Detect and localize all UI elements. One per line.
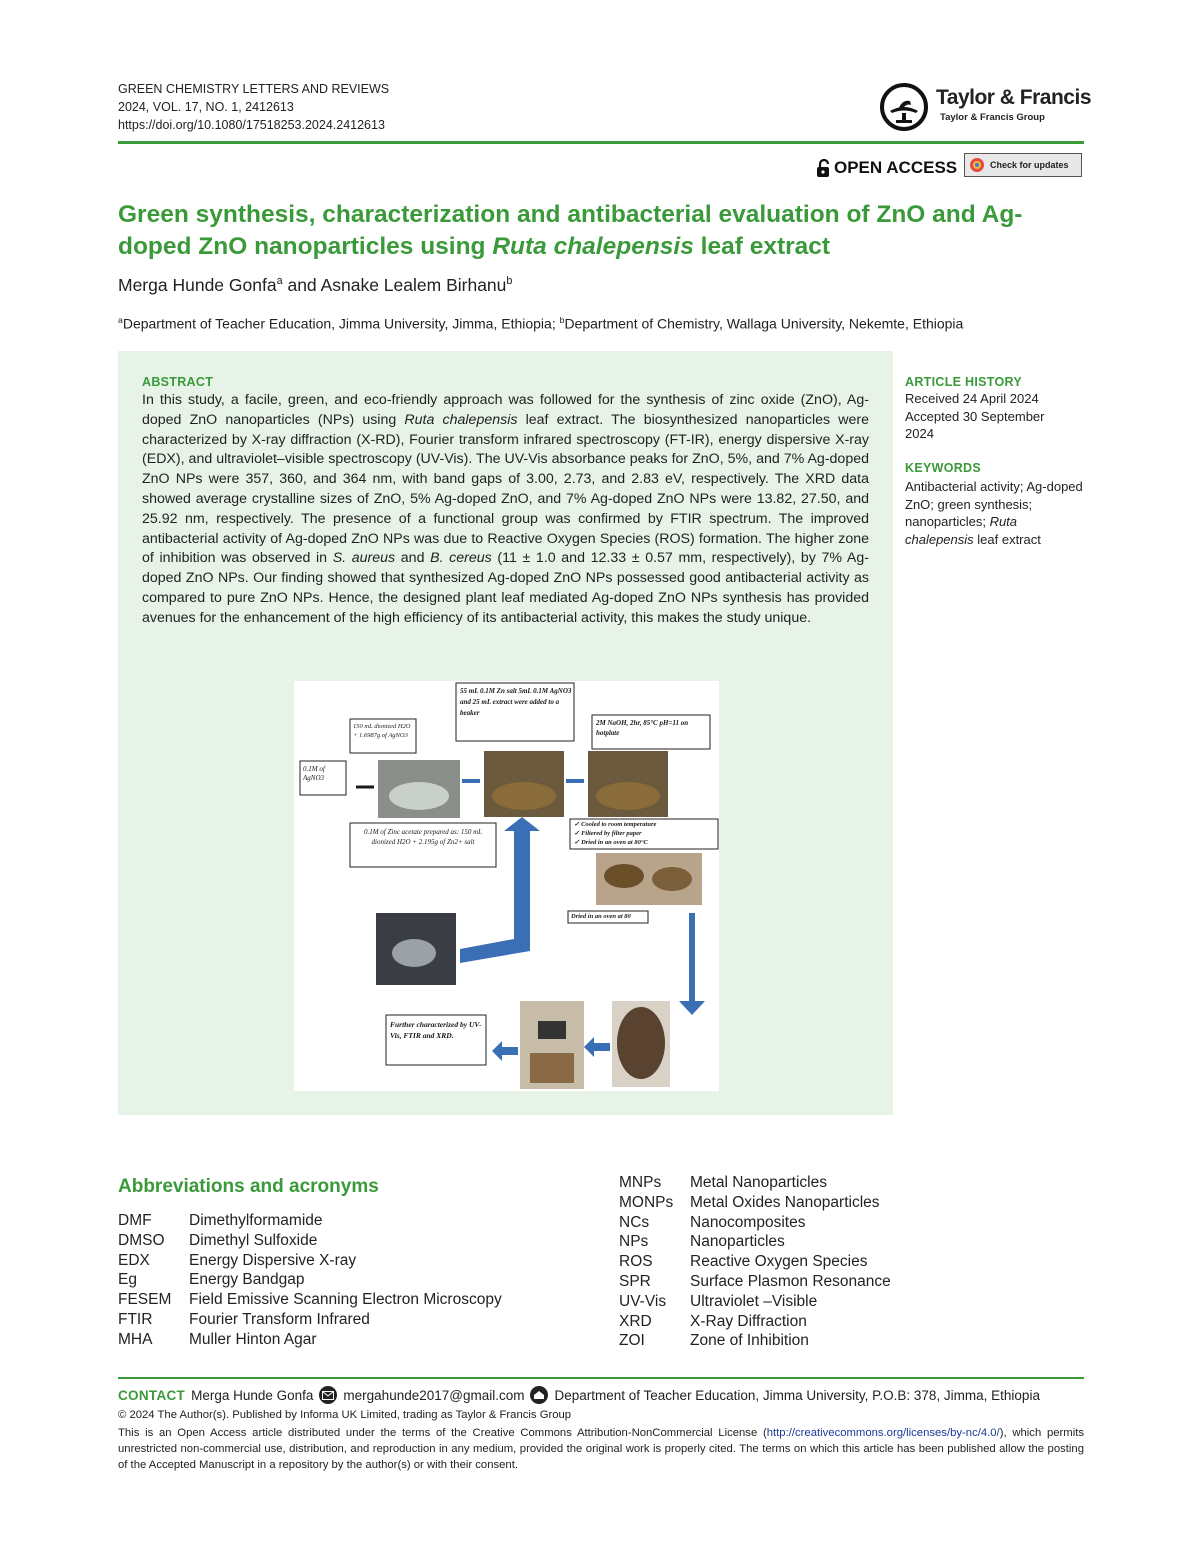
abbreviation-row [619,1173,891,1193]
publisher-group: Taylor & Francis Group [940,112,1045,123]
keywords-species: Ruta chalepensis [905,514,1018,547]
header-rule [118,141,1084,144]
abbreviation-term: MONPs [619,1193,674,1211]
affiliations [118,315,963,332]
abbreviation-term: MHA [118,1330,153,1348]
check-item: Cooled to room temperature [581,821,657,828]
box-dissolve: 150 mL dionized H2O + 1.6987g of AgNO3 [353,723,411,739]
abbreviation-row [118,1330,502,1350]
footer-rule [118,1377,1084,1379]
abbreviation-term: Eg [118,1271,137,1289]
abstract-species: S. aureus [332,550,396,567]
taylor-francis-lamp-logo-icon [880,83,932,131]
abbreviation-definition: Field Emissive Scanning Electron Microscopy [189,1291,502,1309]
title-text: Green synthesis, characterization and antibacterial evaluation of ZnO and Ag-doped ZnO nanoparticles using [118,201,1023,260]
abbreviation-row [118,1251,502,1271]
abstract-part: In this study, a facile, green, and eco-friendly approach was followed for the synthesis of zinc oxide (ZnO), Ag-doped ZnO nanoparticles (NPs) using [142,392,869,428]
abstract-species: Ruta chalepensis [404,411,518,428]
journal-volume: 2024, VOL. 17, NO. 1, 2412613 [118,100,294,114]
abbreviation-definition: Reactive Oxygen Species [690,1253,868,1271]
affil-2-sup: b [559,315,565,325]
article-history [905,390,1075,443]
abbreviation-row [619,1252,891,1272]
abbreviation-row [118,1211,502,1231]
abbreviation-row [619,1312,891,1332]
title-text-end: leaf extract [693,233,831,260]
abbreviation-term: EDX [118,1251,150,1269]
contact-name: Merga Hunde Gonfa [191,1387,314,1403]
keywords-tail: leaf extract [973,531,1041,547]
abbreviation-definition: Zone of Inhibition [690,1332,809,1350]
abbreviation-row [118,1290,502,1310]
keywords-heading: KEYWORDS [905,461,982,475]
author-2-sup: b [506,275,513,288]
abbreviation-term: FESEM [118,1291,172,1309]
abstract-part: leaf extract. The biosynthesized nanoparticles were characterized by X-ray diffraction (X-RD), Fourier transform infrared spectroscopy (FT-IR), energy dispersive X-ray (EDX), and ultraviolet–visible spectroscopy (UV-Vis). The UV-Vis absorbance peaks for ZnO, 5%, and 7% Ag-doped ZnO NPs were 357, 360, and 364 nm, with band gaps of 3.00, 2.73, and 2.83 eV, respectively. The XRD data showed average crystalline sizes of ZnO, 5% Ag-doped ZnO, and 7% Ag-doped ZnO NPs were 13.82, 27.50, and 25.92 nm, respectively. The presence of a functional group was confirmed by FTIR spectrum. The improved antibacterial activity of Ag-doped ZnO NPs was due to Reactive Oxygen Species (ROS) formation. The higher zone of inhibition was observed in [142,411,870,567]
abbreviation-term: FTIR [118,1310,153,1328]
abbreviation-definition: Dimethylformamide [189,1212,323,1229]
abbreviation-row [118,1270,502,1290]
abbreviation-term: ZOI [619,1332,645,1350]
abbreviation-definition: Nanocomposites [690,1213,806,1231]
affil-2: Department of Chemistry, Wallaga University, Nekemte, Ethiopia [564,315,964,332]
author-conjunction: and [282,275,321,295]
abbreviation-term: MNPs [619,1174,662,1191]
title-species: Ruta chalepensis [492,233,694,260]
license-part: This is an Open Access article distributed under the terms of the Creative Commons Attribution-NonCommercial License ( [118,1427,767,1439]
abbreviation-row [619,1331,891,1351]
box-further: Further characterized by UV-Vis, FTIR and XRD. [390,1020,482,1040]
license-part: ), which permits unrestricted non-commercial use, distribution, and reproduction in any medium, provided the original work is properly cited. The terms on which this article has been published allow the posting of the Accepted Manuscript in a repository by the author(s) or with their consent. [118,1427,1084,1471]
abbreviation-definition: Energy Bandgap [189,1271,305,1289]
abbreviation-definition: Muller Hinton Agar [189,1330,317,1348]
journal-info [118,80,389,134]
abbreviation-definition: Ultraviolet –Visible [690,1292,818,1310]
abbreviation-term: NCs [619,1213,650,1231]
abbreviation-row [619,1193,891,1213]
affil-1: Department of Teacher Education, Jimma University, Jimma, Ethiopia; [122,315,560,332]
affil-1-sup: a [118,315,123,325]
abstract-heading: ABSTRACT [142,375,214,389]
box-agno3: 0.1M of AgNO3 [303,765,325,782]
abstract-species: B. cereus [430,550,492,567]
abbreviation-term: DMSO [118,1231,165,1249]
abbreviation-definition: Nanoparticles [690,1233,785,1251]
contact-line [118,1386,1040,1404]
abbreviation-definition: Dimethyl Sulfoxide [189,1231,318,1249]
abbreviation-definition: X-Ray Diffraction [690,1312,807,1330]
journal-doi[interactable]: https://doi.org/10.1080/17518253.2024.2412613 [118,118,385,132]
license-text [118,1425,1084,1473]
check-updates-label: Check for updates [990,160,1069,170]
abbreviation-definition: Energy Dispersive X-ray [189,1251,357,1269]
graphical-abstract-figure [294,681,719,1091]
license-link[interactable]: http://creativecommons.org/licenses/by-nc/4.0/ [766,1427,1000,1439]
keywords-list [905,478,1083,548]
abbreviation-term: SPR [619,1272,651,1290]
abbreviation-term: UV-Vis [619,1292,667,1310]
abbreviation-definition: Metal Oxides Nanoparticles [690,1193,880,1211]
abbreviation-definition: Metal Nanoparticles [690,1174,827,1191]
keywords-text: Antibacterial activity; Ag-doped ZnO; green synthesis; nanoparticles; [905,479,1083,529]
abbreviation-definition: Surface Plasmon Resonance [690,1272,891,1290]
box-zinc-acetate: 0.1M of Zinc acetate prepared as: 150 mL dionized H2O + 2.195g of Zn2+ salt [363,828,483,846]
check-item: Filtered by filter paper [581,830,642,837]
email-icon [319,1386,337,1404]
contact-email[interactable]: mergahunde2017@gmail.com [343,1387,525,1403]
abstract-part: and [395,550,431,567]
author-2[interactable]: Asnake Lealem Birhanu [320,275,507,295]
contact-address: Department of Teacher Education, Jimma University, P.O.B: 378, Jimma, Ethiopia [554,1387,1040,1403]
abbreviation-term: DMF [118,1212,152,1229]
article-history-heading: ARTICLE HISTORY [905,375,1023,389]
journal-name: GREEN CHEMISTRY LETTERS AND REVIEWS [118,82,390,96]
open-access-label: OPEN ACCESS [834,158,958,177]
abstract-text [142,391,869,629]
box-naoh: 2M NaOH, 2hr, 85°C pH=11 on hotplate [596,719,689,737]
abstract-part: (11 ± 1.0 and 12.33 ± 0.57 mm, respectively), by 7% Ag-doped ZnO NPs. Our finding showed that synthesized Ag-doped ZnO NPs possessed good antibacterial activity as compared to pure ZnO NPs. Hence, the designed plant leaf mediated Ag-doped ZnO NPs synthesis has provided avenues for the enhancement of the high efficiency of its antibacterial activity, this makes the study unique. [142,550,869,626]
copyright: © 2024 The Author(s). Published by Informa UK Limited, trading as Taylor & Francis Group [118,1409,572,1421]
article-title [118,199,1078,263]
arrow-down [679,913,705,1015]
authors [118,275,512,296]
abbreviations-right-column [619,1173,891,1351]
open-access-badge [816,158,957,178]
flowchart [294,681,719,1091]
abbreviation-row [619,1213,891,1233]
abbreviation-term: ROS [619,1253,653,1271]
address-icon [530,1386,548,1404]
accepted-date: Accepted 30 September 2024 [905,408,1045,441]
author-1[interactable]: Merga Hunde Gonfa [118,275,277,295]
contact-label: CONTACT [118,1387,186,1403]
box-checklist: ✓ Cooled to room temperature ✓ Filtered by filter paper ✓ Dried in an oven at 80°C [574,821,657,846]
check-for-updates-button[interactable] [964,153,1082,177]
abbreviation-row [118,1231,502,1251]
received-date: Received 24 April 2024 [905,391,1039,406]
abbreviation-term: NPs [619,1233,649,1251]
abbreviation-row [118,1310,502,1330]
abbreviation-term: XRD [619,1312,652,1330]
box-zinc-salt: 55 mL 0.1M Zn salt 5mL 0.1M AgNO3 and 25 mL extract were added to a beaker [460,687,572,717]
abbreviation-row [619,1292,891,1312]
abbreviations-left-column [118,1211,502,1350]
author-1-sup: a [276,275,283,288]
check-updates-icon [969,157,985,173]
open-lock-icon [816,159,830,178]
abbreviation-definition: Fourier Transform Infrared [189,1310,370,1328]
abbreviation-row [619,1232,891,1252]
check-item: Dried in an oven at 80°C [581,839,648,846]
abbreviations-heading: Abbreviations and acronyms [118,1176,379,1197]
abbreviation-row [619,1272,891,1292]
box-dried: Dried in an oven at 80 [571,913,631,920]
publisher-name: Taylor & Francis [936,86,1091,109]
